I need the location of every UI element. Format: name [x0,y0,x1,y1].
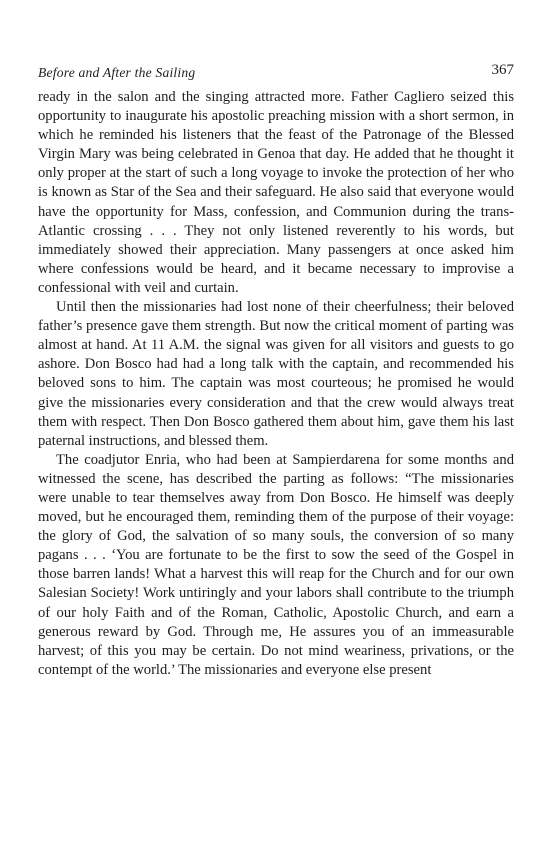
running-title: Before and After the Sailing [38,65,196,80]
paragraph-2: Until then the missionaries had lost none of their cheerfulness; their beloved father’s presence gave them strength. But now the critical moment of parting was almost at hand. At 11 A.M. the signal was given for all visitors and guests to go ashore. Don Bosco had had a long talk with the captain, and recommended his beloved sons to him. The captain was most courteous; he promised he would give the missionaries every consideration and that the crew would always treat them with respect. Then Don Bosco gathered them about him, gave them his last paternal instructions, and blessed them. [38,299,514,449]
paragraph-1: ready in the salon and the singing attracted more. Father Cagliero seized this opportunity to inaugurate his apostolic preaching mission with a short sermon, in which he reminded his listeners that the feast of the Patronage of the Blessed Virgin Mary was being celebrated in Genoa that day. He added that he thought it only proper at the start of such a long voyage to invoke the protection of her who is known as Star of the Sea and their safeguard. He also said that everyone would have the opportunity for Mass, confession, and Communion during the trans-Atlantic crossing . . . They not only listened reverently to his words, but immediately showed their appreciation. Many passengers at once asked him where confessions would be heard, and it became necessary to improvise a confessional with veil and curtain. [38,89,514,296]
paragraph-3: The coadjutor Enria, who had been at Sampierdarena for some months and witnessed the scene, has described the parting as follows: “The missionaries were unable to tear themselves away from Don Bosco. He himself was deeply moved, but he encouraged them, reminding them of the purpose of their voyage: the glory of God, the salvation of so many souls, the conversion of so many pagans . . . ‘You are fortunate to be the first to sow the seed of the Gospel in those barren lands! What a harvest this will reap for the Church and for our own Salesian Society! Work untiringly and your labors shall contribute to the triumph of our holy Faith and of the Roman, Catholic, Apostolic Church, and earn a generous reward by God. Through me, He assures you of an immeasurable harvest; of this you may be certain. Do not mind weariness, privations, or the contempt of the world.’ The missionaries and everyone else present [38,451,514,678]
body-text [38,88,514,680]
running-head [38,62,514,88]
book-page [38,62,514,680]
page-number: 367 [491,62,514,78]
